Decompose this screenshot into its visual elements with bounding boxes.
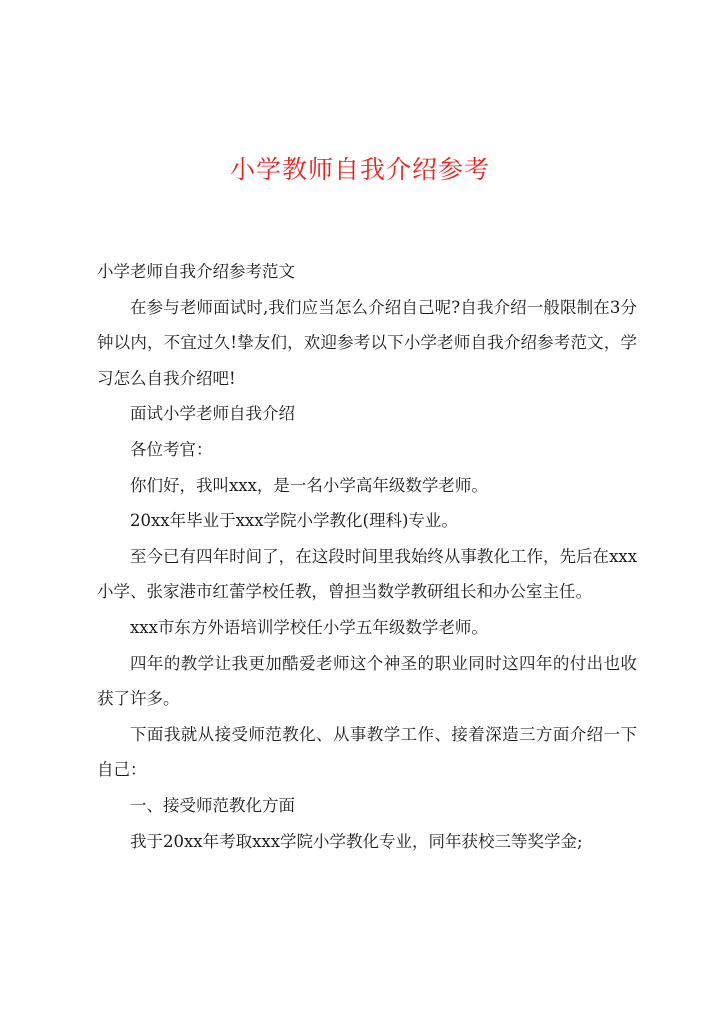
paragraph-5: 四年的教学让我更加酷爱老师这个神圣的职业同时这四年的付出也收获了许多。	[97, 653, 637, 709]
paragraph-6: 下面我就从接受师范教化、从事教学工作、接着深造三方面介绍一下自己：	[97, 724, 637, 780]
document-body	[97, 254, 637, 859]
paragraph-4: xxx市东方外语培训学校任小学五年级数学老师。	[130, 617, 488, 637]
paragraph-1: 你们好，我叫xxx，是一名小学高年级数学老师。	[130, 475, 488, 495]
paragraph-2: 20xx年毕业于xxx学院小学教化(理科)专业。	[130, 511, 458, 531]
greeting-line: 各位考官：	[130, 439, 213, 459]
document-subtitle: 小学老师自我介绍参考范文	[97, 262, 295, 281]
paragraph-8: 我于20xx年考取xxx学院小学教化专业，同年获校三等奖学金;	[130, 831, 583, 851]
section-heading: 面试小学老师自我介绍	[130, 404, 295, 424]
intro-paragraph: 在参与老师面试时,我们应当怎么介绍自己呢?自我介绍一般限制在3分钟以内，不宜过久!挚友们，欢迎参考以下小学老师自我介绍参考范文，学习怎么自我介绍吧!	[97, 297, 637, 388]
paragraph-3: 至今已有四年时间了，在这段时间里我始终从事教化工作，先后在xxx小学、张家港市红蕾学校任教，曾担当数学教研组长和办公室主任。	[97, 546, 637, 602]
section-heading-1: 一、接受师范教化方面	[130, 795, 295, 815]
document-title: 小学教师自我介绍参考	[229, 155, 490, 184]
